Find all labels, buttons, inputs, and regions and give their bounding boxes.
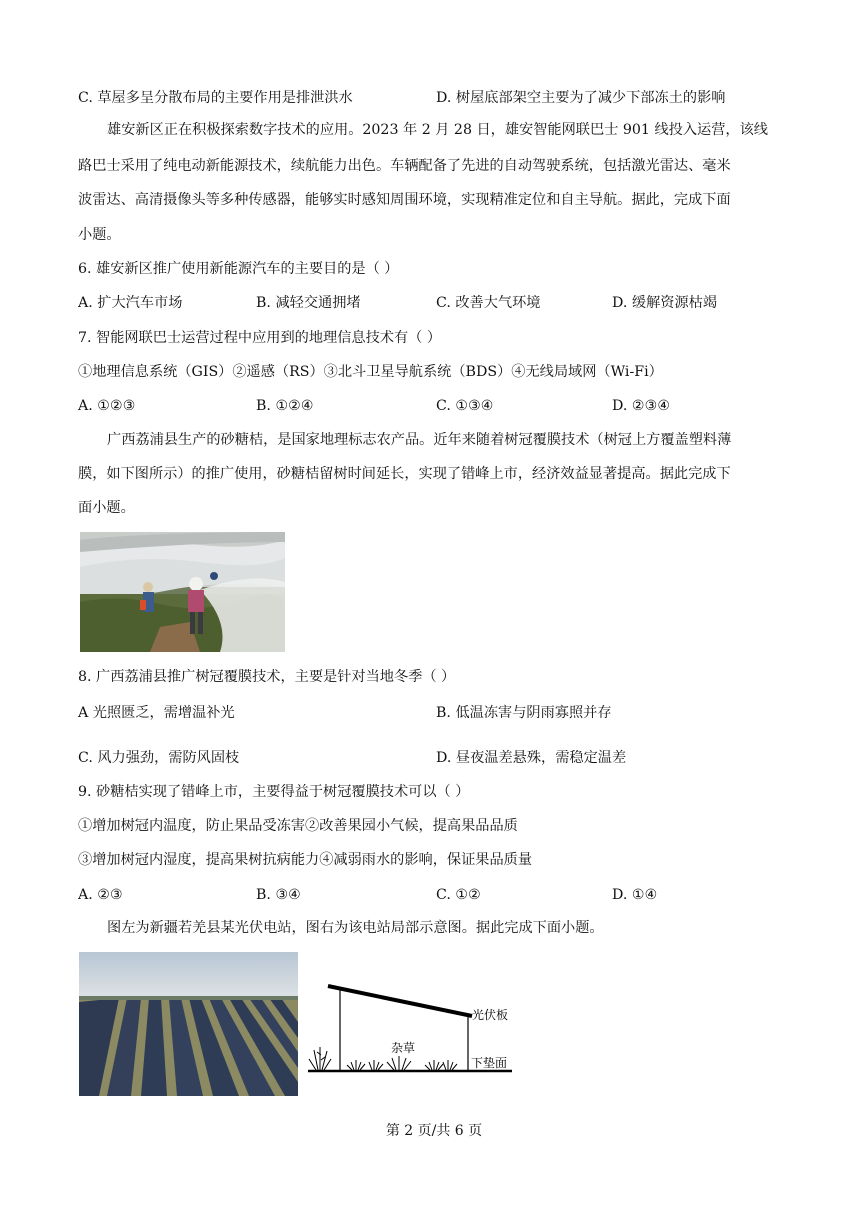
- page-number: 第 2 页/共 6 页: [385, 1123, 483, 1139]
- q8-option-d: D. 昼夜温差悬殊，需稳定温差: [436, 750, 627, 766]
- q9-option-b: B. ③④: [256, 887, 301, 903]
- q7-option-d: D. ②③④: [612, 398, 671, 414]
- passage1-line-2: 路巴士采用了纯电动新能源技术，续航能力出色。车辆配备了先进的自动驾驶系统，包括激光雷达、毫米: [78, 158, 731, 174]
- q9-items-line-1: ①增加树冠内温度，防止果品受冻害②改善果园小气候，提高果品品质: [78, 818, 518, 834]
- q5-option-c: C. 草屋多呈分散布局的主要作用是排泄洪水: [78, 90, 353, 106]
- weeds-label: 杂草: [391, 1041, 416, 1055]
- passage3-line: 图左为新疆若羌县某光伏电站，图右为该电站局部示意图。据此完成下面小题。: [107, 920, 604, 936]
- solar-farm-photo: [79, 952, 298, 1096]
- passage1-line-4: 小题。: [78, 227, 121, 243]
- q8-option-a: A 光照匮乏，需增温补光: [78, 705, 235, 721]
- q7-stem: 7. 智能网联巴士运营过程中应用到的地理信息技术有（ ）: [78, 330, 442, 346]
- pv-station-diagram: [300, 975, 530, 1085]
- passage2-line-3: 面小题。: [78, 500, 135, 516]
- passage1-line-1: 雄安新区正在积极探索数字技术的应用。2023 年 2 月 28 日，雄安智能网联巴士 901 线投入运营，该线: [107, 122, 768, 138]
- q6-option-c: C. 改善大气环境: [436, 295, 541, 311]
- q8-stem: 8. 广西荔浦县推广树冠覆膜技术，主要是针对当地冬季（ ）: [78, 669, 456, 685]
- ground-surface-label: 下垫面: [471, 1056, 508, 1070]
- q9-stem: 9. 砂糖桔实现了错峰上市，主要得益于树冠覆膜技术可以（ ）: [78, 784, 470, 800]
- passage2-line-2: 膜，如下图所示）的推广使用，砂糖桔留树时间延长，实现了错峰上市，经济效益显著提高。据此完成下: [78, 466, 731, 482]
- q7-option-c: C. ①③④: [436, 398, 494, 414]
- q9-option-a: A. ②③: [78, 887, 123, 903]
- pv-panel-shape: [328, 986, 472, 1016]
- q9-option-c: C. ①②: [436, 887, 481, 903]
- q6-stem: 6. 雄安新区推广使用新能源汽车的主要目的是（ ）: [78, 261, 399, 277]
- q7-option-a: A. ①②③: [78, 398, 136, 414]
- passage2-line-1: 广西荔浦县生产的砂糖桔，是国家地理标志农产品。近年来随着树冠覆膜技术（树冠上方覆盖塑料薄: [107, 432, 732, 448]
- q8-option-b: B. 低温冻害与阴雨寡照并存: [436, 705, 612, 721]
- q9-option-d: D. ①④: [612, 887, 658, 903]
- q8-option-c: C. 风力强劲，需防风固枝: [78, 750, 240, 766]
- weeds-icon: [309, 1047, 457, 1070]
- q5-option-d: D. 树屋底部架空主要为了减少下部冻土的影响: [436, 90, 726, 106]
- citrus-film-photo: [80, 532, 285, 652]
- q7-option-b: B. ①②④: [256, 398, 314, 414]
- pv-panel-label: 光伏板: [472, 1008, 509, 1022]
- q6-option-a: A. 扩大汽车市场: [78, 295, 183, 311]
- passage1-line-3: 波雷达、高清摄像头等多种传感器，能够实时感知周围环境，实现精准定位和自主导航。据此，完成下面: [78, 192, 731, 208]
- q9-items-line-2: ③增加树冠内湿度，提高果树抗病能力④减弱雨水的影响，保证果品质量: [78, 852, 533, 868]
- q6-option-d: D. 缓解资源枯竭: [612, 295, 718, 311]
- q7-items: ①地理信息系统（GIS）②遥感（RS）③北斗卫星导航系统（BDS）④无线局域网（Wi-Fi）: [78, 364, 663, 380]
- q6-option-b: B. 减轻交通拥堵: [256, 295, 361, 311]
